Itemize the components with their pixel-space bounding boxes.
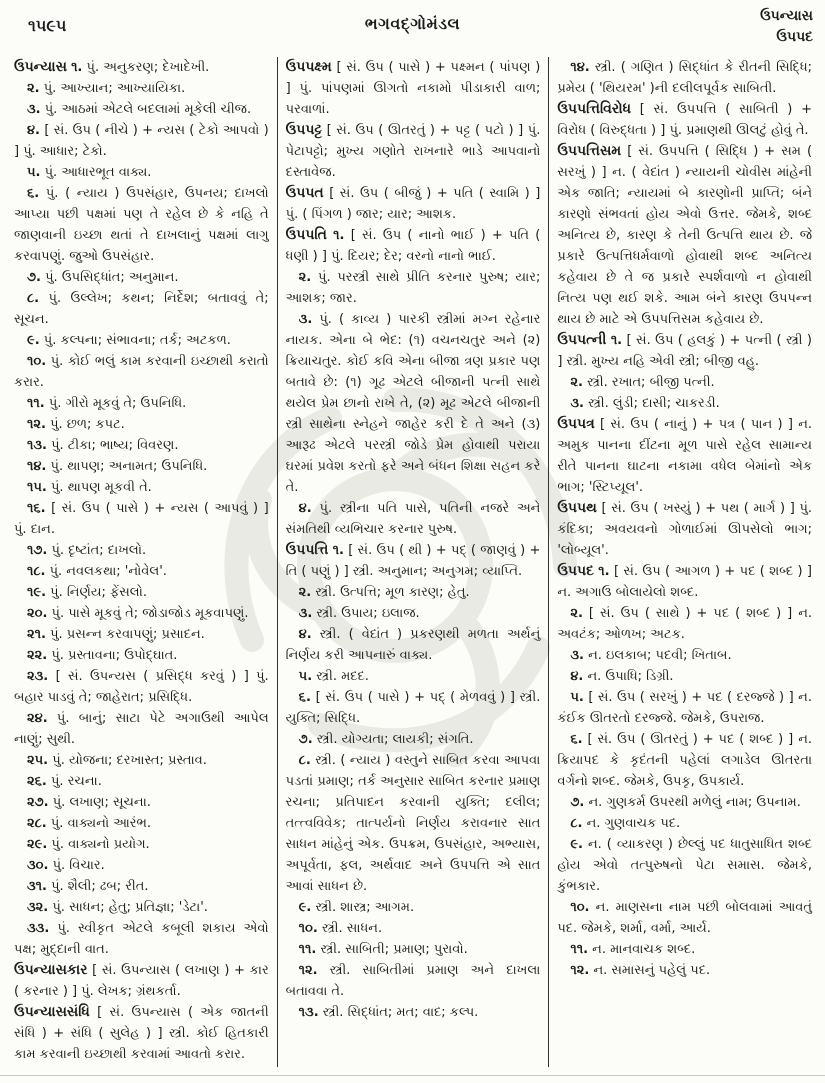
- dictionary-entry: [557, 99, 812, 141]
- dictionary-sub-entry: [286, 960, 541, 1002]
- entry-text: પું. યોજના; દરખાસ્ત; પ્રસ્તાવ.: [52, 753, 207, 768]
- dictionary-sub-entry: [286, 1002, 541, 1023]
- dictionary-sub-entry: [14, 771, 269, 792]
- sense-number: ૩.: [570, 648, 584, 663]
- sense-number: ૫.: [27, 165, 41, 180]
- entry-text: પું. ( કાવ્ય ) પારકી સ્ત્રીમાં મગ્ન રહેનાર નાયક. એના બે ભેદ: (૧) વચનચતુર અને (૨) ક્રિયાચતુર. કોઈ કવિ એના બીજા ત્રણ પ્રકાર પણ બતાવે છે: (૧) ગૂઢ એટલે બીજાની પત્ની સાથે થયેલ પ્રેમ છાનો રાખે તે, (૨) મૂઢ એટલે બીજાની સ્ત્રી સાથેના સ્નેહને જાહેર કરી દે તે અને (૩) આરૂઢ એટલે પરસ્ત્રી જોડે પ્રેમ હોવાથી પરાયા ઘરમાં પ્રવેશ કરતો ફરે અને બંધન શિક્ષા સહન કરે તે.: [285, 312, 541, 495]
- sense-number: ૧૦.: [27, 354, 47, 369]
- sense-number: ૧.: [610, 333, 623, 348]
- dictionary-sub-entry: [14, 708, 269, 750]
- sense-number: ૯.: [570, 837, 583, 852]
- entry-text: ન. માણસના નામ પછી બોલવામાં આવતું પદ. જેમકે, શર્મા, વર્મા, આર્ય.: [557, 900, 813, 936]
- dictionary-column-2: [277, 57, 549, 1067]
- sense-number: ૨.: [27, 81, 40, 96]
- sense-number: ૯.: [27, 333, 40, 348]
- dictionary-sub-entry: [14, 456, 269, 477]
- dictionary-sub-entry: [14, 813, 269, 834]
- dictionary-entry: [286, 57, 541, 120]
- dictionary-sub-entry: [557, 603, 812, 645]
- entry-text: પું. કલ્પના; સંભાવના; તર્ક; અટકળ.: [43, 333, 231, 348]
- headword: ઉપપત્તિ: [285, 542, 329, 558]
- entry-text: પું. ઉપસિદ્ધાંત; અનુમાન.: [45, 270, 179, 285]
- sense-number: ૭.: [27, 270, 41, 285]
- dictionary-sub-entry: [14, 78, 269, 99]
- sense-number: ૧૨.: [570, 963, 590, 978]
- entry-text: પું. વાક્યનો પ્રયોગ.: [51, 837, 150, 852]
- entry-text: પું. લખાણ; સૂચના.: [52, 795, 151, 810]
- dictionary-sub-entry: [14, 750, 269, 771]
- entry-text: પું. ઉલ્લેખ; કથન; નિર્દેશ; બતાવવું તે; સૂચન.: [14, 291, 269, 327]
- sense-number: ૨.: [298, 270, 312, 285]
- dictionary-sub-entry: [286, 267, 541, 309]
- dictionary-sub-entry: [14, 834, 269, 855]
- headword: ઉપન્યાસકાર: [14, 962, 88, 978]
- dictionary-sub-entry: [14, 351, 269, 393]
- dictionary-entry: [557, 141, 812, 330]
- entry-text: પું. ટીકા; ભાષ્ય; વિવરણ.: [51, 438, 179, 453]
- entry-text: સ્ત્રી. સાબિતી; પ્રમાણ; પુરાવો.: [320, 942, 468, 957]
- sense-number: ૯.: [298, 900, 312, 915]
- dictionary-sub-entry: [557, 813, 812, 834]
- dictionary-sub-entry: [557, 372, 812, 393]
- headword: ઉપન્યાસ: [14, 59, 67, 75]
- entry-text: પું. ( ન્યાય ) ઉપસંહાર, ઉપનય; દાખલો આપ્યા પછી પક્ષમાં પણ તે રહેલ છે કે નહિ તે જાણવાની ઇચ્છા થતાં તે દાખલાનું પક્ષમાં લાગુ કરવાપણું. જુઓ ઉપસંહાર.: [14, 186, 269, 264]
- sense-number: ૧૪.: [570, 60, 590, 75]
- dictionary-sub-entry: [286, 939, 541, 960]
- entry-text: પું. થાપણ; અનામત; ઉપનિધિ.: [50, 459, 208, 474]
- entry-text: [ સં. ઉપન્યસ ( પ્રસિદ્ધ કરવું ) ] પું. બહાર પાડવું તે; જાહેરાત; પ્રસિદ્ધિ.: [14, 669, 269, 705]
- dictionary-sub-entry: [557, 792, 812, 813]
- dictionary-sub-entry: [557, 960, 812, 981]
- sense-number: ૩૦.: [27, 858, 49, 873]
- dictionary-entry: [557, 561, 812, 603]
- sense-number: ૨૭.: [27, 795, 49, 810]
- entry-text: [ સં. ઉપ ( સરખું ) + પદ ( દરજ્જે ) ] ન. કંઈક ઊતરતો દરજ્જે. જેમકે, ઉપરાજ.: [557, 690, 813, 726]
- dictionary-sub-entry: [286, 687, 541, 729]
- dictionary-sub-entry: [286, 498, 541, 540]
- sense-number: ૧૧.: [570, 942, 589, 957]
- dictionary-sub-entry: [14, 918, 269, 960]
- entry-text: સ્ત્રી. સિદ્ધાંત; મત; વાદ; કલ્પ.: [322, 1005, 479, 1020]
- dictionary-sub-entry: [14, 393, 269, 414]
- dictionary-sub-entry: [14, 267, 269, 288]
- page-title: ભગવદ્ગોમંડલ: [364, 14, 461, 33]
- entry-text: સ્ત્રી. ઉપાય; ઇલાજ.: [316, 606, 420, 621]
- sense-number: ૮.: [570, 816, 583, 831]
- dictionary-sub-entry: [14, 183, 269, 267]
- dictionary-sub-entry: [14, 162, 269, 183]
- entry-text: પું. નવલકથા; 'નોવેલ'.: [49, 564, 167, 579]
- headword: ઉપપત્ની: [557, 332, 607, 348]
- entry-text: પું. આધારભૂત વાક્ય.: [44, 165, 152, 180]
- headword: ઉપપક્ષ્મ: [285, 59, 332, 75]
- sense-number: ૧૧.: [298, 942, 317, 957]
- dictionary-sub-entry: [286, 750, 541, 897]
- sense-number: ૧૮.: [27, 564, 46, 579]
- sense-number: ૧૧.: [27, 396, 45, 411]
- entry-text: [ સં. ઉપ ( પાસે ) + પદ્ ( મેળવવું ) ] સ્ત્રી. યુક્તિ; સિદ્ધિ.: [285, 690, 541, 726]
- entry-text: પું. વિચાર.: [52, 858, 105, 873]
- entry-text: ન. ઉપાધિ; ડિગ્રી.: [587, 669, 674, 684]
- entry-text: સ્ત્રી. રખાત; બીજી પત્ની.: [587, 375, 715, 390]
- dictionary-sub-entry: [14, 414, 269, 435]
- dictionary-entry: [557, 498, 812, 561]
- sense-number: ૩.: [298, 312, 313, 327]
- entry-text: [ સં. ઉપ ( નીચે ) + ન્યસ ( ટેકો આપવો ) ] પું. આધાર; ટેકો.: [14, 123, 269, 159]
- sense-number: ૨૩.: [27, 669, 49, 684]
- dictionary-sub-entry: [14, 288, 269, 330]
- dictionary-sub-entry: [14, 666, 269, 708]
- dictionary-sub-entry: [286, 729, 541, 750]
- header-word-range: [760, 6, 813, 48]
- sense-number: ૨૮.: [27, 816, 47, 831]
- sense-number: ૨.: [570, 606, 583, 621]
- page-number: ૧૫૯૫: [28, 16, 67, 35]
- sense-number: ૩.: [27, 102, 41, 117]
- sense-number: ૨.: [298, 585, 312, 600]
- dictionary-sub-entry: [14, 99, 269, 120]
- sense-number: ૧૦.: [570, 900, 590, 915]
- dictionary-sub-entry: [557, 834, 812, 897]
- dictionary-entry: [14, 1002, 269, 1065]
- entry-text: સ્ત્રી. ( ગણિત ) સિદ્ધાંત કે રીતની સિદ્ધિ; પ્રમેય ( 'થિયરમ' )ની દલીલપૂર્વક સાબિતી.: [557, 60, 813, 96]
- sense-number: ૧૯.: [27, 585, 47, 600]
- entry-text: પું. અનુકરણ; દેખાદેખી.: [86, 60, 210, 75]
- dictionary-sub-entry: [14, 120, 269, 162]
- entry-text: સ્ત્રી. સાબિતીમાં પ્રમાણ અને દાખલા બતાવવા તે.: [285, 963, 541, 999]
- dictionary-sub-entry: [14, 624, 269, 645]
- dictionary-sub-entry: [14, 792, 269, 813]
- entry-text: [ સં. ઉપ ( થી ) + પદ્ ( જાણવું ) + તિ ( પણું ) ] સ્ત્રી. અનુમાન; અનુગમ; વ્યાપ્તિ.: [285, 543, 541, 579]
- entry-text: પું. બાનું; સાટા પેટે અગાઉથી આપેલ નાણું; સુથી.: [14, 711, 269, 747]
- sense-number: ૪.: [298, 501, 312, 516]
- dictionary-sub-entry: [557, 687, 812, 729]
- entry-text: પું. રચના.: [51, 774, 102, 789]
- entry-text: [ સં. ઉપ ( સાથે ) + પદ ( શબ્દ ) ] ન. અવટંક; ઓળખ; અટક.: [557, 606, 813, 642]
- sense-number: ૨૪.: [27, 711, 48, 726]
- sense-number: ૧.: [332, 543, 344, 558]
- dictionary-sub-entry: [286, 666, 541, 687]
- sense-number: ૧૭.: [27, 543, 48, 558]
- sense-number: ૭.: [298, 732, 313, 747]
- entry-text: સ્ત્રી. યોગ્યતા; લાયકી; સંગતિ.: [316, 732, 474, 747]
- sense-number: ૨૧.: [27, 627, 46, 642]
- dictionary-sub-entry: [286, 897, 541, 918]
- entry-text: ન. ઇલકાબ; પદવી; ખિતાબ.: [588, 648, 732, 663]
- sense-number: ૧૨.: [298, 963, 318, 978]
- entry-text: સ્ત્રી. ઉત્પત્તિ; મૂળ કારણ; હેતુ.: [315, 585, 470, 600]
- entry-text: પું. વાક્યનો આરંભ.: [50, 816, 151, 831]
- dictionary-sub-entry: [557, 666, 812, 687]
- dictionary-entry: [557, 414, 812, 498]
- entry-text: સ્ત્રી. ( ન્યાય ) વસ્તુને સાબિત કરવા આપવા પડતાં પ્રમાણ; તર્ક અનુસાર સાબિત કરનાર પ્રમાણ રચના; પ્રતિપાદન કરવાની યુક્તિ; દલીલ; તત્ત્વવિવેક; તાત્પર્યનો નિર્ણય કરાવનાર સાત સાધન માંહેનું એક. ઉપક્રમ, ઉપસંહાર, અભ્યાસ, અપૂર્વતા, ફલ, અર્થવાદ અને ઉપપત્તિ એ સાત આવાં સાધન છે.: [285, 753, 541, 894]
- entry-text: [ સં. ઉપ ( આગળ ) + પદ ( શબ્દ ) ] ન. અગાઉ બોલાયેલો શબ્દ.: [557, 564, 813, 600]
- dictionary-sub-entry: [14, 876, 269, 897]
- sense-number: ૪.: [27, 123, 40, 138]
- sense-number: ૭.: [570, 795, 585, 810]
- dictionary-sub-entry: [14, 855, 269, 876]
- entry-text: [ સં. ઉપ ( ઊતરતું ) + પદ ( શબ્દ ) ] ન. ક્રિયાપદ કે કૃદંતની પહેલાં લગાડેલ ઊતરતા વર્ગનો શબ્દ. જેમકે, ઉપકૃ, ઉપકાર્ય.: [557, 732, 813, 789]
- headword: ઉપપત્ર: [557, 416, 595, 432]
- sense-number: ૩૨.: [27, 900, 49, 915]
- entry-text: પું. પ્રસ્તાવના; ઉપોદ્ઘાત.: [51, 648, 178, 663]
- entry-text: સ્ત્રી. ( વેદાંત ) પ્રકરણથી મળતા અર્થનું નિર્ણય કરી આપનારું વાક્ય.: [285, 627, 541, 663]
- header-word-range-first: ઉપન્યાસ: [760, 8, 813, 24]
- headword: ઉપપદ: [557, 563, 594, 579]
- sense-number: ૩૩.: [27, 921, 50, 936]
- dictionary-entry: [14, 960, 269, 1002]
- sense-number: ૮.: [27, 291, 40, 306]
- dictionary-sub-entry: [557, 939, 812, 960]
- entry-text: [ સં. ઉપન્યાસ ( લખાણ ) + કાર ( કરનાર ) ] પું. લેખક; ગ્રંથકર્તા.: [14, 963, 269, 999]
- dictionary-sub-entry: [14, 582, 269, 603]
- dictionary-sub-entry: [14, 477, 269, 498]
- entry-text: [ સં. ઉપ ( પાસે ) + ન્યસ ( આપવું ) ] પું. દાન.: [14, 501, 269, 537]
- headword: ઉપપતિ: [285, 227, 327, 243]
- entry-text: [ સં. ઉપ ( નાનો ભાઈ ) + પતિ ( ધણી ) ] પું. દિયર; દેર; વરનો નાનો ભાઈ.: [285, 228, 541, 264]
- sense-number: ૨૬.: [27, 774, 47, 789]
- headword: ઉપપટ્ટ: [285, 122, 323, 138]
- dictionary-sub-entry: [14, 561, 269, 582]
- entry-text: પું. દૃષ્ટાંત; દાખલો.: [51, 543, 147, 558]
- entry-text: ન. ગુણવાચક પદ.: [586, 816, 681, 831]
- entry-text: પું. આઠમાં એટલે બદલામાં મૂકેલી ચીજ.: [44, 102, 252, 117]
- headword: ઉપપથ: [557, 500, 597, 516]
- headword: ઉપપત: [285, 185, 324, 201]
- dictionary-sub-entry: [557, 729, 812, 792]
- sense-number: ૧૨.: [27, 417, 46, 432]
- entry-text: ન. માનવાચક શબ્દ.: [592, 942, 696, 957]
- sense-number: ૧૩.: [298, 1005, 319, 1020]
- entry-text: ન. ( વ્યાકરણ ) છેલ્લું પદ ધાતુસાધિત શબ્દ હોય એવો તત્પુરુષનો પેટા સમાસ. જેમકે, કુંભકાર.: [557, 837, 813, 894]
- dictionary-sub-entry: [286, 309, 541, 498]
- entry-text: પું. સ્ત્રીના પતિ પાસે, પતિની નજરે અને સંમતિથી વ્યભિચાર કરનાર પુરુષ.: [285, 501, 541, 537]
- entry-text: પું. પ્રસન્ન કરવાપણું; પ્રસાદન.: [50, 627, 205, 642]
- dictionary-sub-entry: [557, 57, 812, 99]
- sense-number: ૨૦.: [27, 606, 48, 621]
- dictionary-sub-entry: [14, 435, 269, 456]
- dictionary-entry: [557, 330, 812, 372]
- entry-text: સ્ત્રી. લુંડી; દાસી; ચાકરડી.: [588, 396, 720, 411]
- entry-text: [ સં. ઉપ ( બીજું ) + પતિ ( સ્વામિ ) ] પું. ( પિંગળ ) જાર; યાર; આશક.: [285, 186, 541, 222]
- dictionary-sub-entry: [286, 582, 541, 603]
- sense-number: ૬.: [570, 732, 583, 747]
- entry-text: [ સં. ઉપપત્તિ ( સિદ્ધિ ) + સમ ( સરખું ) ] ન. ( વેદાંત ) ન્યાયની ચોવીસ માંહેની એક જાતિ; ન્યાયમાં બે કારણોની પ્રાપ્તિ; બંને કારણો સંભવતાં હોય એવો ઉત્તર. જેમકે, શબ્દ અનિત્ય છે, કારણ કે તેની ઉત્પત્તિ થાય છે. જે પ્રકારે ઉત્પત્તિધર્મવાળો હોવાથી શબ્દ અનિત્ય કહેવાય છે તે જ પ્રકારે સ્પર્શવાળો ન હોવાથી નિત્ય પણ થઈ શકે. આમ બંને કારણ ઉપપન્ન થાય છે માટે એ ઉપપત્તિસમ કહેવાય છે.: [557, 144, 813, 327]
- dictionary-entry: [286, 225, 541, 267]
- dictionary-sub-entry: [14, 330, 269, 351]
- dictionary-sub-entry: [557, 645, 812, 666]
- dictionary-sub-entry: [286, 624, 541, 666]
- dictionary-column-3: [548, 57, 820, 1067]
- sense-number: ૨૯.: [27, 837, 48, 852]
- entry-text: [ સં. ઉપ ( પાસે ) + પક્ષ્મન ( પાંપણ ) ] પું. પાંપણમાં ઊગતો નકામો પીડાકારી વાળ; પરવાળાં.: [285, 60, 541, 117]
- dictionary-entry: [286, 540, 541, 582]
- entry-text: [ સં. ઉપપત્તિ ( સાબિતી ) + વિરોધ ( વિરુદ્ધતા ) ] પું. પ્રમાણથી ઊલટું હોવું તે.: [557, 102, 812, 138]
- dictionary-column-1: [6, 57, 277, 1067]
- sense-number: ૧.: [333, 228, 345, 243]
- entry-text: પું. થાપણ મૂકવી તે.: [51, 480, 152, 495]
- sense-number: ૬.: [298, 690, 311, 705]
- dictionary-columns: [6, 57, 820, 1067]
- entry-text: પું. આખ્યાન; આખ્યાયિકા.: [43, 81, 186, 96]
- entry-text: સ્ત્રી. સાધન.: [321, 921, 383, 936]
- entry-text: સ્ત્રી. મદદ.: [316, 669, 369, 684]
- headword: ઉપપત્તિવિરોધ: [557, 101, 631, 117]
- sense-number: ૨૫.: [27, 753, 49, 768]
- entry-text: [ સં. ઉપ ( નાનું ) + પત્ર ( પાન ) ] ન. અમુક પાનના દીંટના મૂળ પાસે રહેલ સામાન્ય રીતે પાનના ઘાટના નકામા વધેલ બેમાંનો એક ભાગ; 'સ્ટિપ્યૂલ'.: [557, 417, 813, 495]
- sense-number: ૨૨.: [27, 648, 48, 663]
- entry-text: ન. સમાસનું પહેલું પદ.: [593, 963, 711, 978]
- sense-number: ૫.: [570, 690, 584, 705]
- headword: ઉપપત્તિસમ: [557, 143, 622, 159]
- sense-number: ૬.: [27, 186, 40, 201]
- sense-number: ૧૪.: [27, 459, 47, 474]
- entry-text: સ્ત્રી. શાસ્ત્ર; આગમ.: [315, 900, 415, 915]
- dictionary-entry: [286, 120, 541, 183]
- entry-text: [ સં. ઉપ ( ઊતરતું ) + પટ્ટ ( પટો ) ] પું. પેટાપટ્ટો; મુખ્ય ગણોતે રાખનારે ભાડે આપવાનો દસ્તાવેજ.: [285, 123, 541, 180]
- dictionary-sub-entry: [286, 918, 541, 939]
- page-bottom-rule: [0, 1075, 825, 1076]
- entry-text: પું. ગીરો મૂકવું તે; ઉપનિધિ.: [48, 396, 187, 411]
- sense-number: ૧૦.: [298, 921, 318, 936]
- dictionary-sub-entry: [557, 897, 812, 939]
- sense-number: ૧.: [71, 60, 83, 75]
- entry-text: પું. શૈલી; ઢબ; રીત.: [51, 879, 149, 894]
- entry-text: પું. સાધન; હેતુ; પ્રતિજ્ઞા; 'ડેટા'.: [52, 900, 208, 915]
- dictionary-sub-entry: [14, 897, 269, 918]
- dictionary-sub-entry: [557, 393, 812, 414]
- entry-text: પું. પાસે મૂકવું તે; જોડાજોડ મૂકવાપણું.: [51, 606, 249, 621]
- entry-text: પું. કોઈ ભલું કામ કરવાની ઇચ્છાથી કરાતો કરાર.: [14, 354, 269, 390]
- sense-number: ૨.: [570, 375, 583, 390]
- entry-text: ન. ગુણકર્મ ઉપરથી મળેલું નામ; ઉપનામ.: [588, 795, 801, 810]
- entry-text: [ સં. ઉપ ( ખસ્યું ) + પથ ( માર્ગ ) ] પું. કંદિકા; અવયવનો ગોળાઈમાં ઊપસેલો ભાગ; 'લોબ્યૂલ'.: [557, 501, 813, 558]
- dictionary-sub-entry: [14, 603, 269, 624]
- entry-text: પું. નિર્ણય; ફેંસલો.: [50, 585, 147, 600]
- sense-number: ૧.: [598, 564, 610, 579]
- entry-text: [ સં. ઉપન્યાસ ( એક જાતની સંધિ ) + સંધિ ( સુલેહ ) ] સ્ત્રી. કોઈ હિતકારી કામ કરવાની ઇચ્છાથી કરવામાં આવતો કરાર.: [14, 1005, 269, 1062]
- sense-number: ૩.: [298, 606, 313, 621]
- sense-number: ૧૬.: [27, 501, 46, 516]
- entry-text: પું. સ્વીકૃત એટલે કબૂલી શકાય એવો પક્ષ; મુદ્દાની વાત.: [14, 921, 269, 957]
- dictionary-sub-entry: [14, 540, 269, 561]
- sense-number: ૪.: [298, 627, 312, 642]
- sense-number: ૩.: [570, 396, 584, 411]
- entry-text: પું. પરસ્ત્રી સાથે પ્રીતિ કરનાર પુરુષ; યાર; આશક; જાર.: [285, 270, 541, 306]
- dictionary-entry: [14, 57, 269, 78]
- entry-text: પું. છળ; કપટ.: [50, 417, 125, 432]
- dictionary-sub-entry: [14, 645, 269, 666]
- sense-number: ૧૩.: [27, 438, 47, 453]
- header-word-range-last: ઉપપદ: [776, 29, 813, 45]
- sense-number: ૮.: [298, 753, 311, 768]
- sense-number: ૧૫.: [27, 480, 47, 495]
- sense-number: ૫.: [298, 669, 313, 684]
- dictionary-sub-entry: [14, 498, 269, 540]
- sense-number: ૩૧.: [27, 879, 47, 894]
- sense-number: ૪.: [570, 669, 584, 684]
- dictionary-sub-entry: [286, 603, 541, 624]
- dictionary-entry: [286, 183, 541, 225]
- headword: ઉપન્યાસસંધિ: [14, 1004, 90, 1020]
- entry-text: [ સં. ઉપ ( હલકું ) + પત્ની ( સ્ત્રી ) ] સ્ત્રી. મુખ્ય નહિ એવી સ્ત્રી; બીજી વહુ.: [557, 333, 812, 369]
